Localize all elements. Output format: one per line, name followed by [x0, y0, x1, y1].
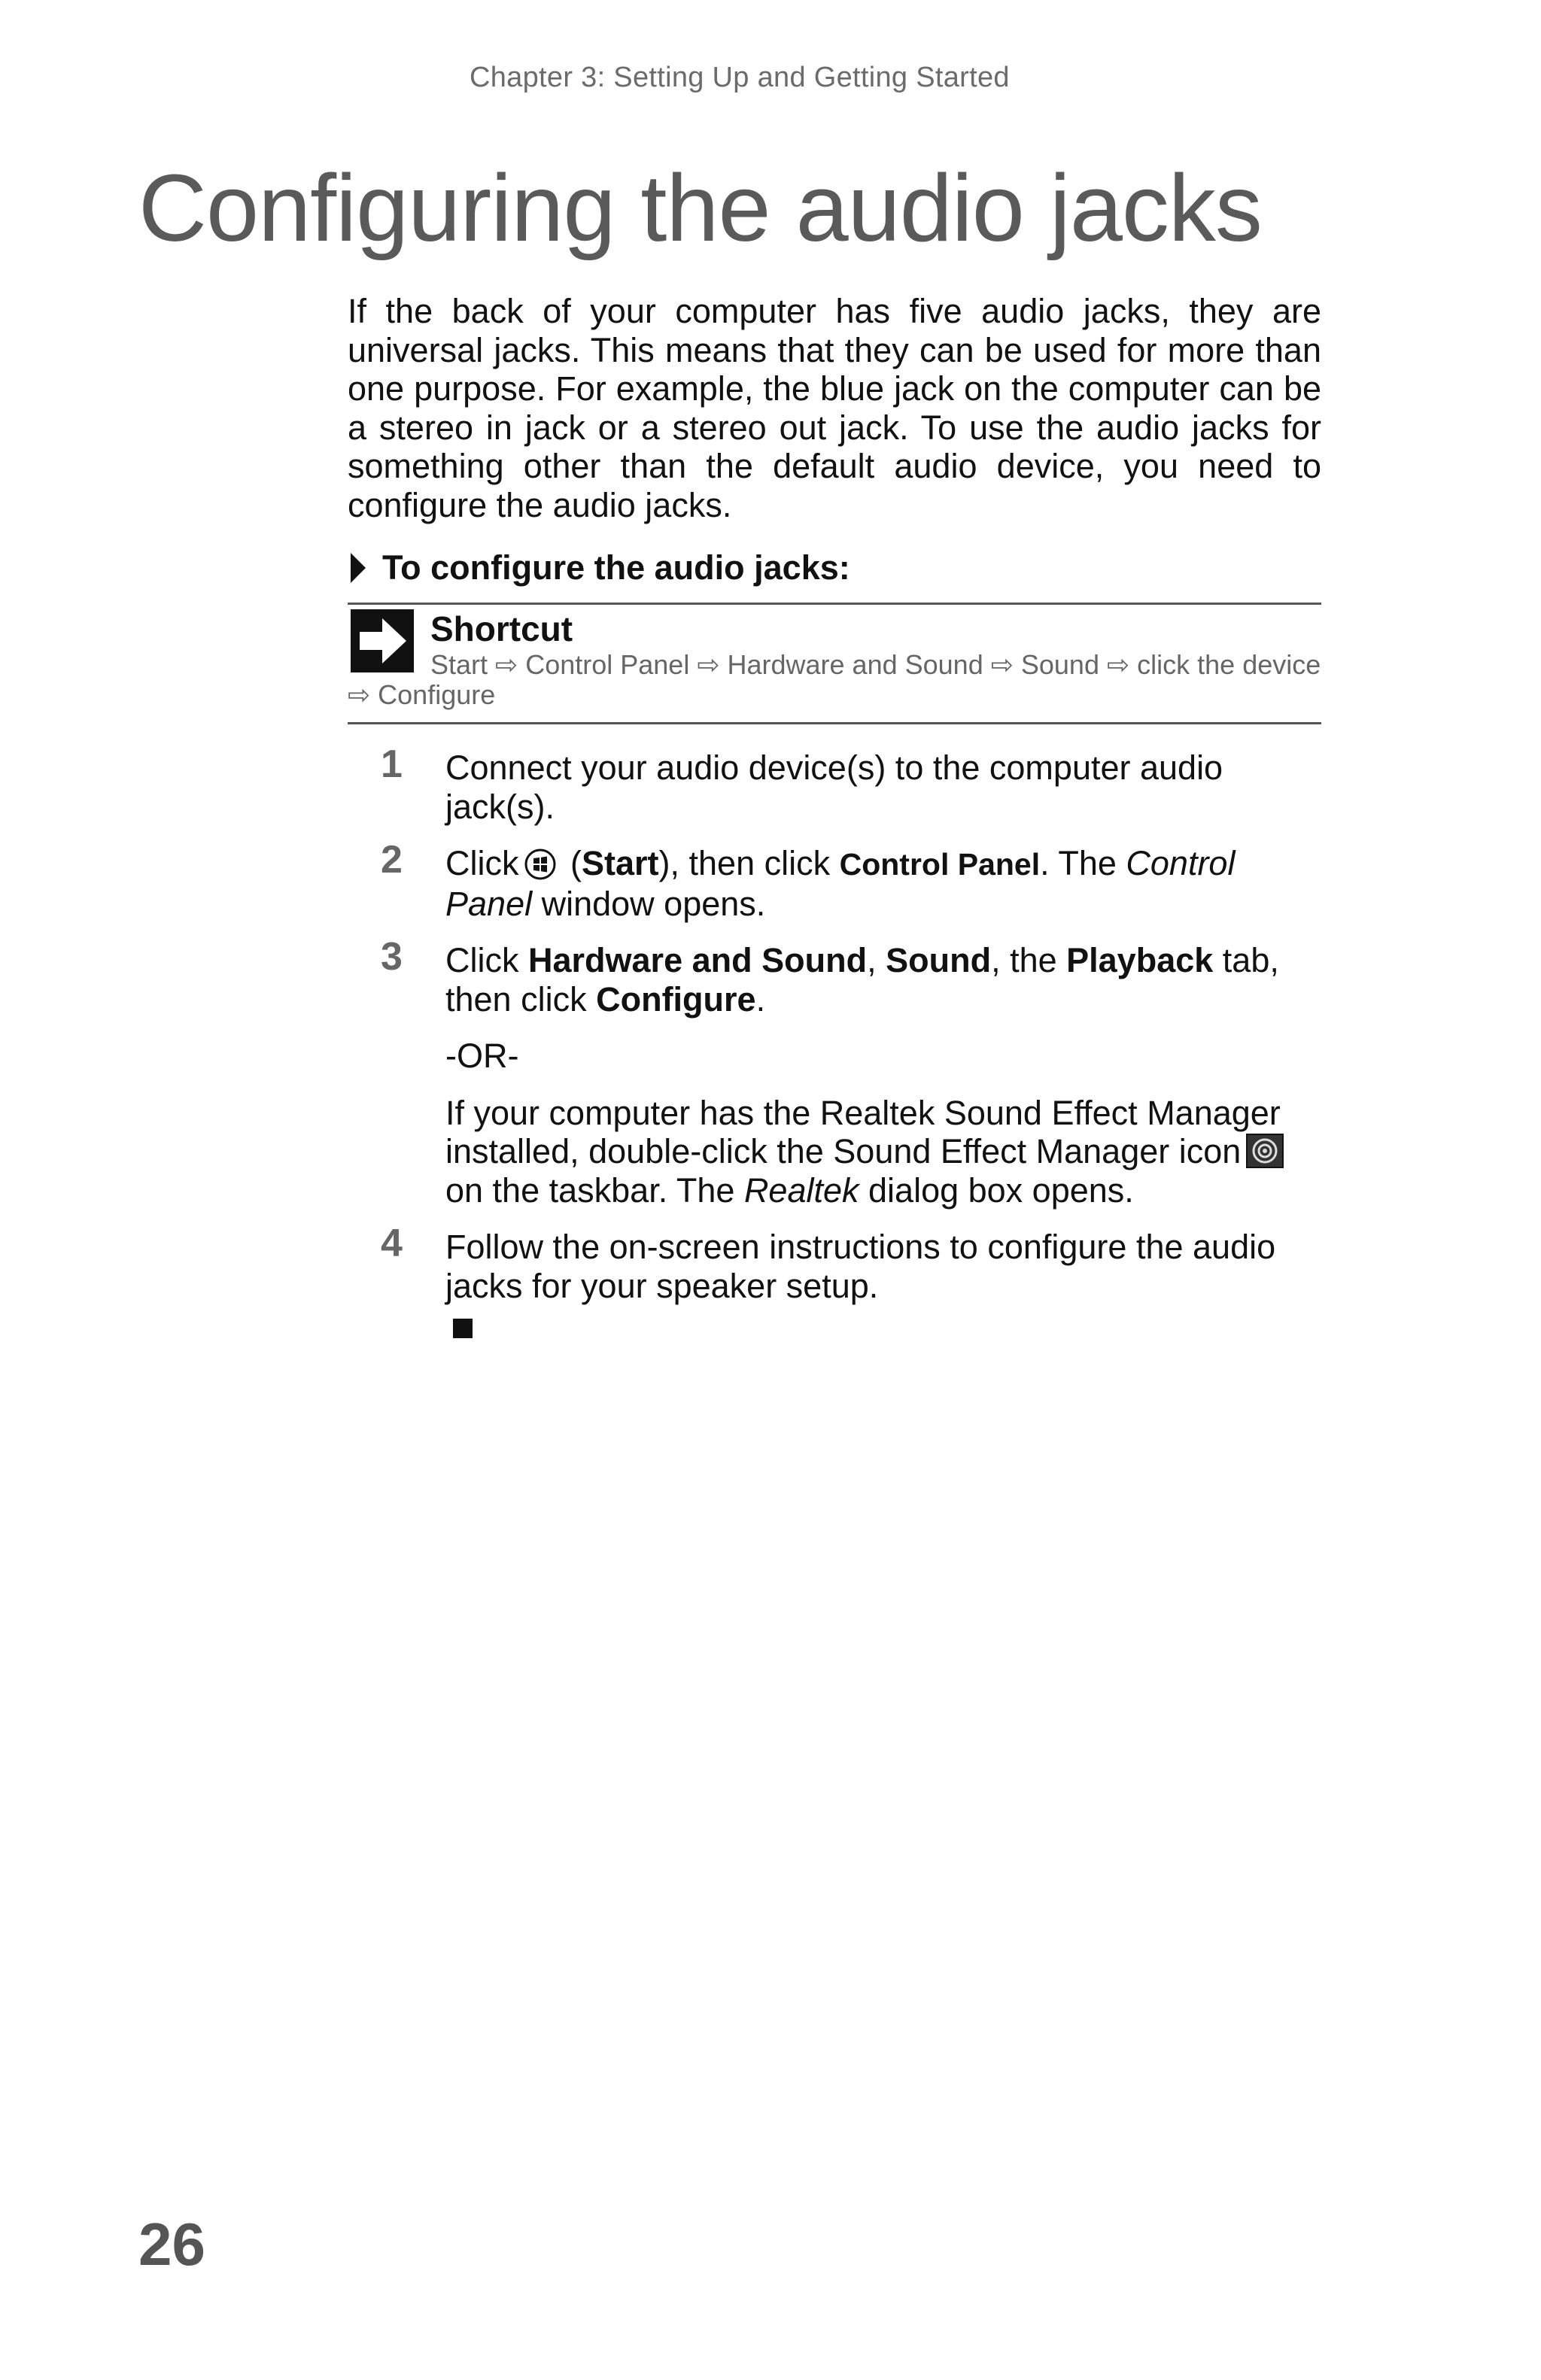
intro-paragraph: If the back of your computer has five audio jacks, they are universal jacks. This means that they can be used for more than one purpose. For example, the blue jack on the computer can be a stereo in jack or a stereo out jack. To use the audio jacks for something other than the default audio device, you need to configure the audio jacks. — [348, 292, 1321, 524]
triangle-bullet-icon — [351, 553, 366, 583]
step-text: Click Hardware and Sound, Sound, the Playback tab, then click Configure. — [445, 941, 1279, 1018]
page-title: Configuring the audio jacks — [138, 155, 1262, 261]
or-separator: -OR- — [445, 1037, 519, 1075]
arrow-right-icon — [351, 609, 414, 672]
procedure-heading — [348, 547, 1321, 589]
step-text: Click (Start), then click Control Panel. The Control Panel window opens. — [445, 844, 1236, 923]
step-text: Connect your audio device(s) to the computer audio jack(s). — [445, 748, 1223, 826]
step-3 — [348, 935, 1321, 1210]
alternative-text: If your computer has the Realtek Sound Effect Manager installed, double-click the Sound Effect Manager icon on the taskbar. The Realtek dialog box opens. — [445, 1094, 1321, 1210]
content — [348, 292, 1321, 1338]
shortcut-path: Start ⇨ Control Panel ⇨ Hardware and Sound ⇨ Sound ⇨ click the device ⇨ Configure — [348, 649, 1321, 710]
steps-list — [348, 742, 1321, 1338]
step-number: 1 — [381, 742, 403, 786]
step-number: 2 — [381, 838, 403, 882]
shortcut-title: Shortcut — [430, 609, 573, 648]
step-text: Follow the on-screen instructions to configure the audio jacks for your speaker setup. — [445, 1228, 1276, 1305]
step-number: 4 — [381, 1222, 403, 1265]
running-header: Chapter 3: Setting Up and Getting Started — [470, 62, 1010, 93]
windows-start-icon — [524, 848, 557, 881]
sound-effect-manager-icon — [1245, 1133, 1284, 1169]
step-2 — [348, 838, 1321, 923]
step-4 — [348, 1222, 1321, 1305]
page-number: 26 — [138, 2211, 205, 2278]
shortcut-box — [348, 603, 1321, 724]
procedure-heading-text: To configure the audio jacks: — [382, 548, 850, 587]
end-of-procedure-icon — [453, 1319, 473, 1338]
step-number: 3 — [381, 935, 403, 979]
step-1 — [348, 742, 1321, 826]
